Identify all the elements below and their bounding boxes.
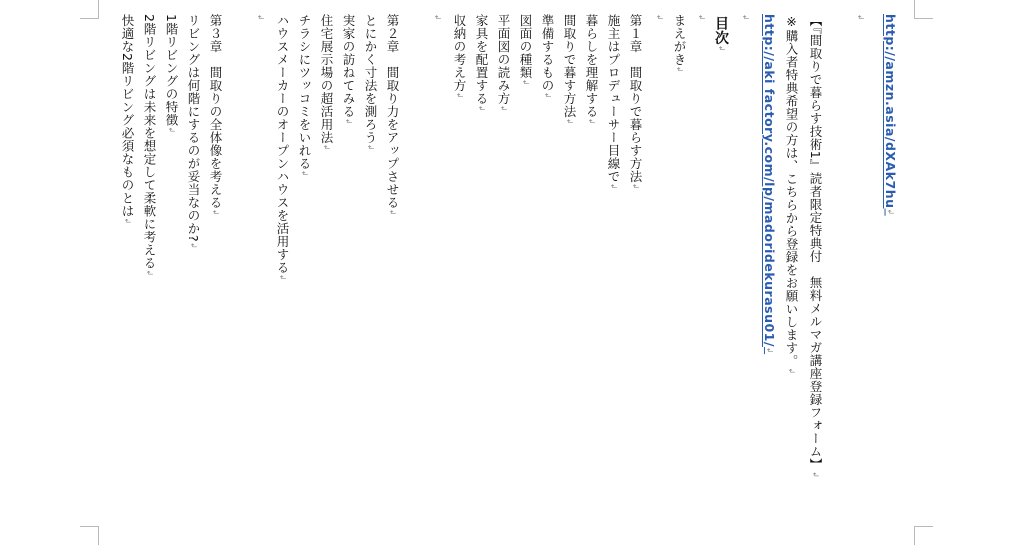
link-amzn[interactable]: [883, 14, 897, 216]
empty-line-2: [738, 14, 752, 21]
toc-2-2: [341, 14, 355, 125]
link-aki-factory[interactable]: [762, 14, 776, 354]
paragraph-mark-icon: ↲: [717, 45, 726, 53]
toc-1-2: [584, 14, 598, 125]
paragraph-mark-icon: ↲: [609, 183, 618, 191]
paragraph-mark-icon: ↲: [123, 217, 132, 225]
paragraph-mark-icon: ↲: [856, 14, 865, 22]
paragraph-mark-icon: ↲: [278, 274, 287, 282]
page-corner-marker: [80, 526, 99, 545]
paragraph-mark-icon: ↲: [697, 14, 706, 22]
toc-1-3: [562, 14, 576, 125]
toc-1-5-text: 図面の種類: [518, 14, 533, 79]
page-corner-marker: [80, 0, 99, 19]
paragraph-mark-icon: ↲: [521, 79, 530, 87]
paragraph-mark-icon: ↲: [455, 92, 464, 100]
toc-3-3: [142, 14, 156, 277]
paragraph-mark-icon: ↲: [886, 208, 895, 216]
toc-1-2-text: 暮らしを理解する: [584, 14, 599, 118]
paragraph-mark-icon: ↲: [211, 209, 220, 217]
toc-3-1-text: リビングは何階にするのが妥当なのか?: [186, 14, 201, 243]
toc-chapter-1-text: 第１章 間取りで暮らす方法: [628, 14, 643, 183]
toc-1-8-text: 収納の考え方: [452, 14, 467, 92]
toc-1-4-text: 準備するもの: [540, 14, 555, 92]
toc-chapter-2-text: 第２章 間取り力をアップさせる: [385, 14, 400, 209]
toc-3-3-text: 2階リビングは未来を想定して柔軟に考える: [142, 14, 157, 270]
empty-line-1: [853, 14, 867, 21]
page-corner-marker: [914, 526, 933, 545]
paragraph-mark-icon: ↲: [145, 269, 154, 277]
paragraph-mark-icon: ↲: [433, 14, 442, 22]
toc-chapter-2: [385, 14, 399, 216]
page-corner-marker: [914, 0, 933, 19]
form-title-line-text: 【『間取りで暮らす技術1』読者限定特典付 無料メルマガ講座登録フォーム】: [808, 14, 823, 472]
toc-2-4-text: チラシにツッコミをいれる: [297, 14, 312, 170]
paragraph-mark-icon: ↲: [543, 92, 552, 100]
toc-heading: [714, 16, 728, 52]
toc-chapter-3-text: 第３章 間取りの全体像を考える: [208, 14, 223, 209]
toc-1-1-text: 施主はプロデューサー目線で: [606, 14, 621, 183]
toc-1-7: [474, 14, 488, 112]
toc-chapter-1: [628, 14, 642, 190]
paragraph-mark-icon: ↲: [765, 346, 774, 355]
toc-3-1: [186, 14, 200, 249]
paragraph-mark-icon: ↲: [499, 105, 508, 113]
toc-2-3: [319, 14, 333, 151]
toc-3-4: [120, 14, 134, 225]
paragraph-mark-icon: ↲: [741, 14, 750, 22]
toc-2-1: [363, 14, 377, 151]
paragraph-mark-icon: ↲: [300, 170, 309, 178]
link-amzn-text[interactable]: http://amzn.asia/dXAk7hu: [883, 14, 898, 209]
paragraph-mark-icon: ↲: [655, 14, 664, 22]
toc-chapter-3: [208, 14, 222, 216]
toc-1-5: [518, 14, 532, 86]
registration-note-line-text: ※購入者特典希望の方は、こちらから登録をお願いします。: [784, 14, 799, 368]
paragraph-mark-icon: ↲: [675, 66, 684, 74]
form-title-line: [808, 14, 822, 478]
toc-preface: [672, 14, 686, 73]
toc-1-1: [606, 14, 620, 190]
toc-2-5-text: ハウスメーカーのオープンハウスを活用する: [275, 14, 290, 274]
toc-2-2-text: 実家の訪ねてみる: [341, 14, 356, 118]
paragraph-mark-icon: ↲: [167, 126, 176, 134]
toc-1-4: [540, 14, 554, 99]
toc-2-1-text: とにかく寸法を測ろう: [363, 14, 378, 144]
toc-3-2: [164, 14, 178, 134]
empty-line-6: [253, 14, 267, 21]
toc-2-4: [297, 14, 311, 177]
paragraph-mark-icon: ↲: [811, 471, 820, 479]
toc-1-3-text: 間取りで暮す方法: [562, 14, 577, 118]
toc-1-7-text: 家具を配置する: [474, 14, 489, 105]
paragraph-mark-icon: ↲: [256, 14, 265, 22]
paragraph-mark-icon: ↲: [631, 183, 640, 191]
paragraph-mark-icon: ↲: [587, 118, 596, 126]
toc-3-4-text: 快適な2階リビング必須なものとは: [120, 14, 135, 218]
toc-1-6-text: 平面図の読み方: [496, 14, 511, 105]
toc-heading-text: 目次: [713, 16, 729, 45]
empty-line-4: [652, 14, 666, 21]
toc-2-5: [275, 14, 289, 281]
toc-1-8: [452, 14, 466, 99]
toc-3-2-text: 1階リビングの特徴: [164, 14, 179, 127]
registration-note-line: [784, 14, 798, 375]
paragraph-mark-icon: ↲: [388, 209, 397, 217]
empty-line-5: [430, 14, 444, 21]
paragraph-mark-icon: ↲: [477, 105, 486, 113]
toc-1-6: [496, 14, 510, 112]
paragraph-mark-icon: ↲: [344, 118, 353, 126]
link-aki-factory-text[interactable]: http://aki factory.com/lp/madoridekurasu01/: [762, 14, 777, 347]
toc-preface-text: まえがき: [672, 14, 687, 66]
paragraph-mark-icon: ↲: [366, 144, 375, 152]
toc-2-3-text: 住宅展示場の超活用法: [319, 14, 334, 144]
empty-line-3: [694, 14, 708, 21]
paragraph-mark-icon: ↲: [322, 144, 331, 152]
paragraph-mark-icon: ↲: [787, 367, 796, 375]
paragraph-mark-icon: ↲: [189, 242, 198, 250]
paragraph-mark-icon: ↲: [565, 118, 574, 126]
